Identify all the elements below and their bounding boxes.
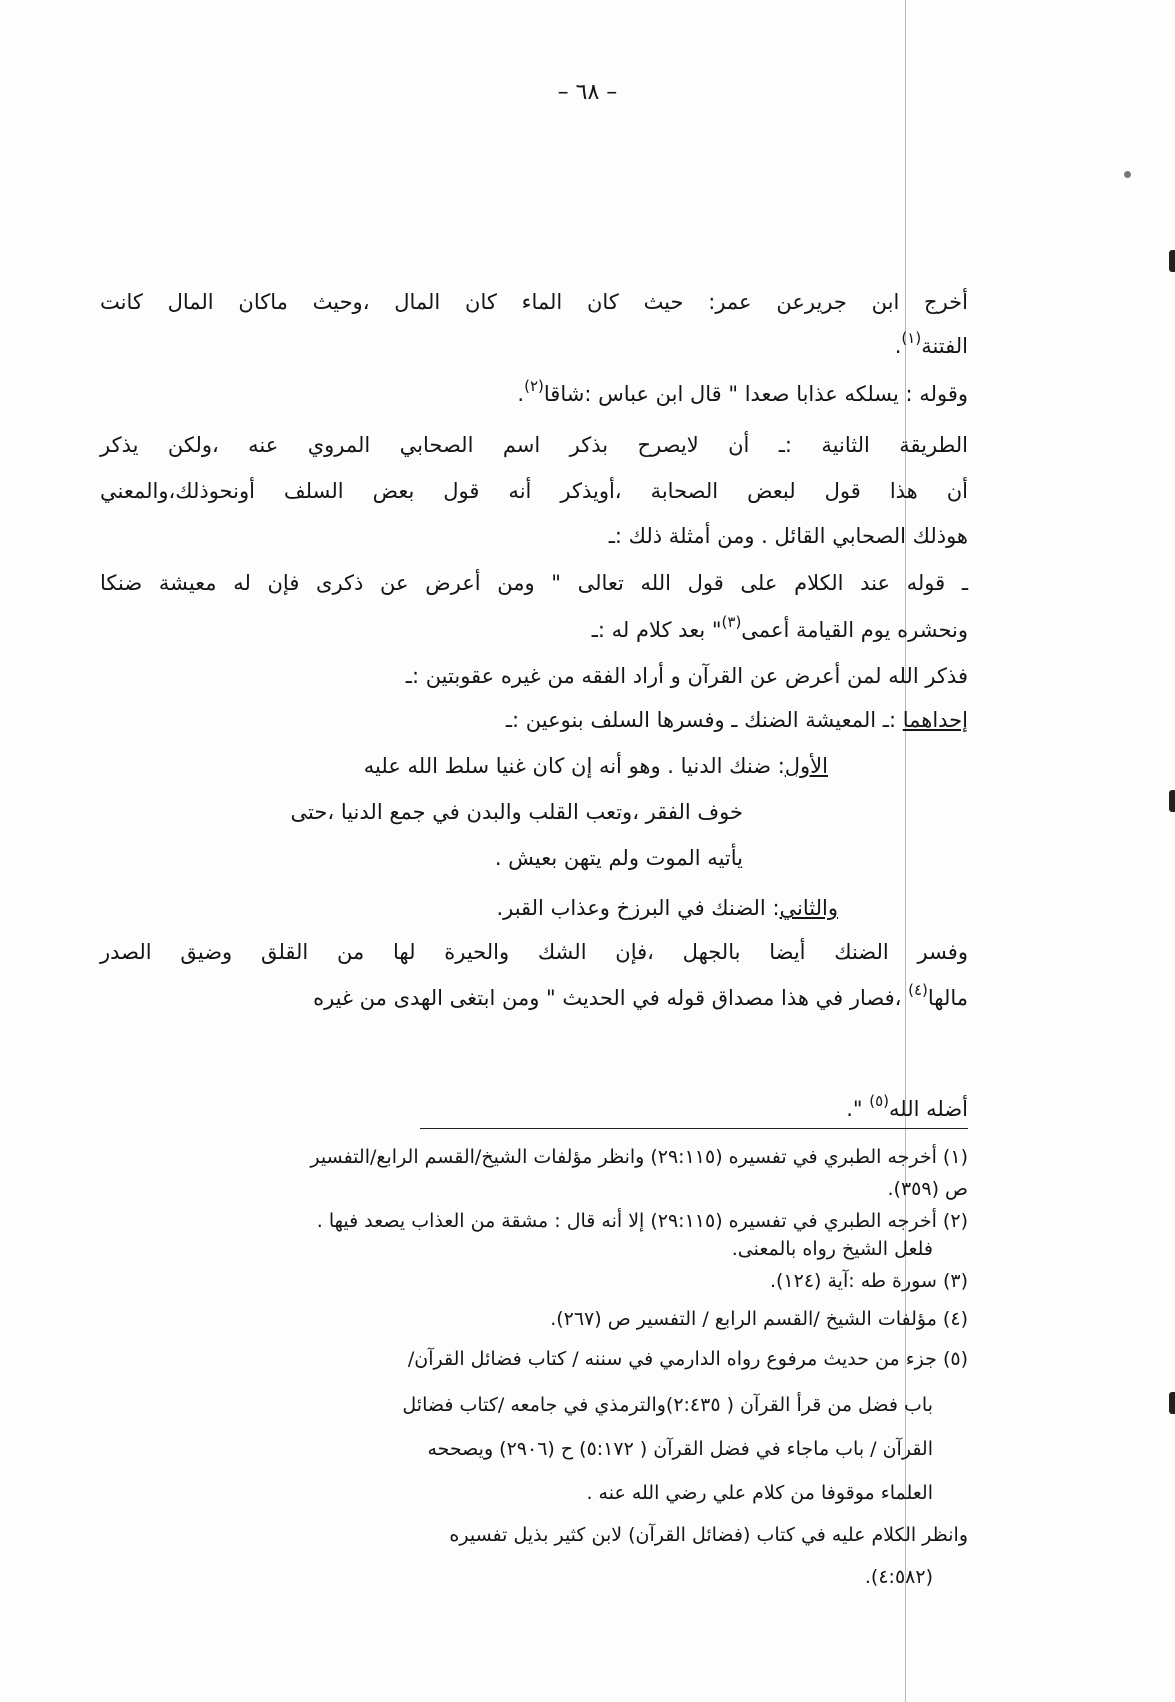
- footnote-ref-1: (١): [901, 329, 922, 347]
- body-line-17: أضله الله$^{(٥)}$ ".: [846, 1092, 968, 1121]
- footnote-5-cont-1: باب فضل من قرأ القرآن ( ٢:٤٣٥)والترمذي في جامعه /كتاب فضائل: [402, 1394, 933, 1416]
- footnote-ref-5: (٥): [869, 1092, 889, 1110]
- body-line-15: وفسر الضنك أيضا بالجهل ،فإن الشك والحيرة لها من القلق وضيق الصدر: [100, 940, 968, 964]
- body-line-14: والثاني: الضنك في البرزخ وعذاب القبر.: [496, 896, 838, 920]
- footnote-ref-4: (٤): [908, 981, 928, 999]
- footnote-1: (١) أخرجه الطبري في تفسيره (٢٩:١١٥) وانظر مؤلفات الشيخ/القسم الرابع/التفسير: [310, 1146, 968, 1168]
- body-line-9: فذكر الله لمن أعرض عن القرآن و أراد الفقه من غيره عقوبتين :ـ: [405, 664, 968, 688]
- body-line-2: الفتنة$^{(١)}$.: [894, 329, 968, 358]
- page-number: – ٦٨ –: [557, 80, 618, 105]
- body-line-7: ـ قوله عند الكلام على قول الله تعالى " ومن أعرض عن ذكرى فإن له معيشة ضنكا: [100, 571, 968, 595]
- body-line-16: مالها$^{(٤)}$ ،فصار في هذا مصداق قوله في الحديث " ومن ابتغى الهدى من غيره: [313, 981, 968, 1010]
- scan-speck: [1124, 171, 1131, 178]
- binding-hole-mark: [1169, 790, 1175, 812]
- body-line-3: وقوله : يسلكه عذابا صعدا " قال ابن عباس :شاقا$^{(٢)}$.: [517, 377, 968, 406]
- body-line-5: أن هذا قول لبعض الصحابة ،أويذكر أنه قول بعض السلف أونحوذلك،والمعني: [100, 479, 968, 503]
- underlined-heading: إحداهما: [902, 708, 968, 732]
- footnote-2-cont: فلعل الشيخ رواه بالمعنى.: [731, 1238, 933, 1260]
- body-line-6: هوذلك الصحابي القائل . ومن أمثلة ذلك :ـ: [608, 524, 968, 548]
- footnote-5-cont-5: (٤:٥٨٢).: [864, 1566, 933, 1588]
- footnote-2: (٢) أخرجه الطبري في تفسيره (٢٩:١١٥) إلا أنه قال : مشقة من العذاب يصعد فيها .: [316, 1210, 968, 1232]
- body-line-12: خوف الفقر ،وتعب القلب والبدن في جمع الدنيا ،حتى: [290, 800, 743, 824]
- footnote-ref-2: (٢): [524, 377, 544, 395]
- body-line-1: أخرج ابن جريرعن عمر: حيث كان الماء كان المال ،وحيث ماكان المال كانت: [100, 290, 968, 314]
- footnote-4: (٤) مؤلفات الشيخ /القسم الرابع / التفسير ص (٢٦٧).: [550, 1308, 968, 1330]
- body-line-8: ونحشره يوم القيامة أعمى$^{(٣)}$" بعد كلام له :ـ: [591, 613, 968, 642]
- body-line-13: يأتيه الموت ولم يتهن بعيش .: [494, 846, 743, 870]
- footnote-ref-3: (٣): [721, 613, 742, 631]
- footnote-separator: [420, 1128, 968, 1129]
- footnote-5-cont-3: العلماء موقوفا من كلام علي رضي الله عنه .: [586, 1482, 933, 1504]
- footnote-5-cont-4: وانظر الكلام عليه في كتاب (فضائل القرآن) لابن كثير بذيل تفسيره: [449, 1524, 968, 1546]
- body-line-11: الأول: ضنك الدنيا . وهو أنه إن كان غنيا سلط الله عليه: [363, 754, 828, 778]
- footnote-5-cont-2: القرآن / باب ماجاء في فضل القرآن ( ٥:١٧٢) ح (٢٩٠٦) ويصححه: [427, 1438, 933, 1460]
- body-line-4: الطريقة الثانية :ـ أن لايصرح بذكر اسم الصحابي المروي عنه ،ولكن يذكر: [100, 433, 968, 457]
- binding-hole-mark: [1169, 1392, 1175, 1414]
- underlined-heading: والثاني: [779, 896, 838, 920]
- footnote-1-cont: ص (٣٥٩).: [887, 1178, 968, 1200]
- binding-hole-mark: [1169, 250, 1175, 272]
- underlined-heading: الأول: [784, 754, 828, 778]
- footnote-5: (٥) جزء من حديث مرفوع رواه الدارمي في سننه / كتاب فضائل القرآن/: [407, 1348, 968, 1370]
- footnote-3: (٣) سورة طه :آية (١٢٤).: [769, 1270, 968, 1292]
- body-line-10: إحداهما :ـ المعيشة الضنك ـ وفسرها السلف بنوعين :ـ: [505, 708, 968, 732]
